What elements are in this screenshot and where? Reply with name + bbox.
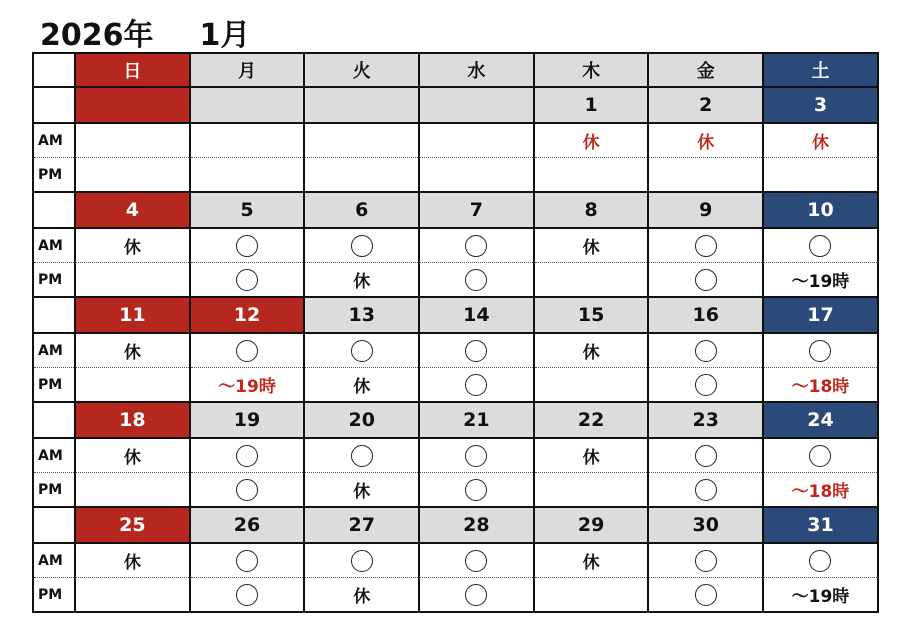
date-row-label xyxy=(33,297,75,333)
slot-status-text: 休 xyxy=(582,553,600,573)
pm-row-label: PM xyxy=(33,368,75,403)
slot-status-text: ～19時 xyxy=(791,587,850,607)
calendar-table xyxy=(32,52,879,613)
weekday-header-6: 土 xyxy=(763,53,878,87)
am-slot-cell xyxy=(75,333,190,368)
date-cell: 29 xyxy=(534,507,649,543)
week-2-pm-row xyxy=(33,263,878,298)
am-slot-cell xyxy=(304,123,419,158)
pm-slot-cell xyxy=(75,578,190,613)
am-slot-cell xyxy=(190,333,305,368)
open-slot-circle xyxy=(236,269,258,291)
am-slot-cell xyxy=(648,543,763,578)
slot-status-text: 休 xyxy=(123,343,141,363)
am-slot-cell xyxy=(534,333,649,368)
week-4-date-row xyxy=(33,402,878,438)
date-cell xyxy=(304,87,419,123)
header-corner xyxy=(33,53,75,87)
slot-status-text: 休 xyxy=(353,587,371,607)
open-slot-circle xyxy=(465,374,487,396)
am-slot-cell xyxy=(419,123,534,158)
am-slot-cell xyxy=(190,438,305,473)
weekday-header-5: 金 xyxy=(648,53,763,87)
pm-slot-cell xyxy=(648,578,763,613)
open-slot-circle xyxy=(236,550,258,572)
am-slot-cell xyxy=(75,123,190,158)
pm-slot-cell xyxy=(648,263,763,298)
calendar-body xyxy=(33,53,878,612)
am-slot-cell xyxy=(190,543,305,578)
pm-slot-cell xyxy=(419,473,534,508)
am-slot-cell xyxy=(304,438,419,473)
pm-slot-cell xyxy=(419,578,534,613)
pm-slot-cell xyxy=(75,263,190,298)
date-cell: 31 xyxy=(763,507,878,543)
open-slot-circle xyxy=(465,235,487,257)
am-slot-cell xyxy=(75,543,190,578)
open-slot-circle xyxy=(809,340,831,362)
date-cell: 27 xyxy=(304,507,419,543)
open-slot-circle xyxy=(465,584,487,606)
pm-slot-cell xyxy=(419,368,534,403)
open-slot-circle xyxy=(465,550,487,572)
open-slot-circle xyxy=(695,235,717,257)
slot-status-text: 休 xyxy=(582,343,600,363)
slot-status-text: ～18時 xyxy=(791,482,850,502)
slot-status-text: 休 xyxy=(582,133,600,153)
date-cell: 28 xyxy=(419,507,534,543)
pm-row-label: PM xyxy=(33,158,75,193)
slot-status-text: 休 xyxy=(353,482,371,502)
date-cell: 14 xyxy=(419,297,534,333)
open-slot-circle xyxy=(465,445,487,467)
am-row-label: AM xyxy=(33,543,75,578)
pm-slot-cell xyxy=(190,473,305,508)
slot-status-text: 休 xyxy=(123,553,141,573)
pm-row-label: PM xyxy=(33,263,75,298)
am-slot-cell xyxy=(304,333,419,368)
pm-slot-cell xyxy=(763,578,878,613)
date-cell: 12 xyxy=(190,297,305,333)
open-slot-circle xyxy=(236,340,258,362)
pm-slot-cell xyxy=(534,158,649,193)
am-slot-cell xyxy=(763,123,878,158)
date-cell: 4 xyxy=(75,192,190,228)
open-slot-circle xyxy=(465,269,487,291)
date-cell xyxy=(75,87,190,123)
slot-status-text: 休 xyxy=(123,238,141,258)
am-slot-cell xyxy=(190,228,305,263)
weekday-header-3: 水 xyxy=(419,53,534,87)
am-slot-cell xyxy=(648,438,763,473)
am-slot-cell xyxy=(304,228,419,263)
date-cell xyxy=(419,87,534,123)
am-row-label: AM xyxy=(33,438,75,473)
pm-slot-cell xyxy=(304,263,419,298)
week-4-am-row xyxy=(33,438,878,473)
weekday-header-0: 日 xyxy=(75,53,190,87)
weekday-header-row xyxy=(33,53,878,87)
pm-slot-cell xyxy=(534,473,649,508)
week-2-am-row xyxy=(33,228,878,263)
pm-row-label: PM xyxy=(33,578,75,613)
open-slot-circle xyxy=(236,584,258,606)
week-3-am-row xyxy=(33,333,878,368)
pm-slot-cell xyxy=(763,473,878,508)
weekday-header-1: 月 xyxy=(190,53,305,87)
pm-slot-cell xyxy=(304,473,419,508)
am-slot-cell xyxy=(763,438,878,473)
am-slot-cell xyxy=(763,228,878,263)
am-slot-cell xyxy=(534,228,649,263)
pm-slot-cell xyxy=(534,578,649,613)
week-3-date-row xyxy=(33,297,878,333)
month-label: 1月 xyxy=(199,18,251,53)
date-cell: 24 xyxy=(763,402,878,438)
date-cell: 22 xyxy=(534,402,649,438)
am-slot-cell xyxy=(763,543,878,578)
open-slot-circle xyxy=(351,445,373,467)
date-row-label xyxy=(33,87,75,123)
am-slot-cell xyxy=(648,228,763,263)
open-slot-circle xyxy=(351,235,373,257)
date-cell: 8 xyxy=(534,192,649,228)
am-slot-cell xyxy=(75,438,190,473)
slot-status-text: ～19時 xyxy=(218,377,276,397)
date-cell: 11 xyxy=(75,297,190,333)
date-cell: 7 xyxy=(419,192,534,228)
week-5-pm-row xyxy=(33,578,878,613)
am-slot-cell xyxy=(648,333,763,368)
open-slot-circle xyxy=(695,584,717,606)
open-slot-circle xyxy=(695,550,717,572)
calendar-title xyxy=(40,12,250,52)
date-cell: 21 xyxy=(419,402,534,438)
date-cell: 2 xyxy=(648,87,763,123)
date-cell: 9 xyxy=(648,192,763,228)
slot-status-text: 休 xyxy=(353,377,371,397)
pm-slot-cell xyxy=(190,158,305,193)
date-row-label xyxy=(33,507,75,543)
pm-slot-cell xyxy=(75,368,190,403)
open-slot-circle xyxy=(236,479,258,501)
pm-slot-cell xyxy=(304,158,419,193)
pm-slot-cell xyxy=(648,473,763,508)
date-cell: 15 xyxy=(534,297,649,333)
date-cell: 30 xyxy=(648,507,763,543)
pm-slot-cell xyxy=(304,578,419,613)
date-cell: 10 xyxy=(763,192,878,228)
pm-slot-cell xyxy=(763,263,878,298)
open-slot-circle xyxy=(695,445,717,467)
slot-status-text: 休 xyxy=(123,448,141,468)
pm-slot-cell xyxy=(763,158,878,193)
week-1-pm-row xyxy=(33,158,878,193)
open-slot-circle xyxy=(809,235,831,257)
pm-slot-cell xyxy=(763,368,878,403)
pm-slot-cell xyxy=(534,263,649,298)
slot-status-text: ～18時 xyxy=(791,377,850,397)
year-label: 2026年 xyxy=(40,18,154,53)
date-cell: 26 xyxy=(190,507,305,543)
date-row-label xyxy=(33,192,75,228)
pm-slot-cell xyxy=(190,263,305,298)
open-slot-circle xyxy=(809,445,831,467)
week-2-date-row xyxy=(33,192,878,228)
date-cell: 1 xyxy=(534,87,649,123)
date-cell: 13 xyxy=(304,297,419,333)
pm-slot-cell xyxy=(534,368,649,403)
slot-status-text: 休 xyxy=(582,238,600,258)
week-3-pm-row xyxy=(33,368,878,403)
slot-status-text: 休 xyxy=(697,133,715,153)
am-row-label: AM xyxy=(33,333,75,368)
open-slot-circle xyxy=(695,374,717,396)
pm-slot-cell xyxy=(190,368,305,403)
date-cell xyxy=(190,87,305,123)
am-slot-cell xyxy=(419,438,534,473)
slot-status-text: 休 xyxy=(811,133,829,153)
am-row-label: AM xyxy=(33,123,75,158)
am-slot-cell xyxy=(419,543,534,578)
pm-slot-cell xyxy=(648,158,763,193)
open-slot-circle xyxy=(695,479,717,501)
am-slot-cell xyxy=(534,543,649,578)
am-slot-cell xyxy=(534,123,649,158)
open-slot-circle xyxy=(695,269,717,291)
open-slot-circle xyxy=(695,340,717,362)
date-cell: 23 xyxy=(648,402,763,438)
week-4-pm-row xyxy=(33,473,878,508)
date-cell: 16 xyxy=(648,297,763,333)
date-cell: 20 xyxy=(304,402,419,438)
date-cell: 17 xyxy=(763,297,878,333)
open-slot-circle xyxy=(351,550,373,572)
weekday-header-4: 木 xyxy=(534,53,649,87)
date-cell: 25 xyxy=(75,507,190,543)
slot-status-text: 休 xyxy=(353,272,371,292)
date-cell: 3 xyxy=(763,87,878,123)
pm-row-label: PM xyxy=(33,473,75,508)
open-slot-circle xyxy=(236,235,258,257)
week-1-am-row xyxy=(33,123,878,158)
pm-slot-cell xyxy=(75,473,190,508)
pm-slot-cell xyxy=(304,368,419,403)
open-slot-circle xyxy=(465,340,487,362)
am-row-label: AM xyxy=(33,228,75,263)
am-slot-cell xyxy=(419,333,534,368)
am-slot-cell xyxy=(75,228,190,263)
am-slot-cell xyxy=(419,228,534,263)
date-row-label xyxy=(33,402,75,438)
pm-slot-cell xyxy=(75,158,190,193)
slot-status-text: 休 xyxy=(582,448,600,468)
am-slot-cell xyxy=(534,438,649,473)
am-slot-cell xyxy=(190,123,305,158)
pm-slot-cell xyxy=(190,578,305,613)
open-slot-circle xyxy=(809,550,831,572)
date-cell: 6 xyxy=(304,192,419,228)
slot-status-text: ～19時 xyxy=(791,272,850,292)
open-slot-circle xyxy=(236,445,258,467)
date-cell: 5 xyxy=(190,192,305,228)
week-5-date-row xyxy=(33,507,878,543)
am-slot-cell xyxy=(648,123,763,158)
pm-slot-cell xyxy=(419,263,534,298)
am-slot-cell xyxy=(763,333,878,368)
date-cell: 19 xyxy=(190,402,305,438)
date-cell: 18 xyxy=(75,402,190,438)
open-slot-circle xyxy=(465,479,487,501)
weekday-header-2: 火 xyxy=(304,53,419,87)
open-slot-circle xyxy=(351,340,373,362)
am-slot-cell xyxy=(304,543,419,578)
pm-slot-cell xyxy=(648,368,763,403)
week-5-am-row xyxy=(33,543,878,578)
week-1-date-row xyxy=(33,87,878,123)
pm-slot-cell xyxy=(419,158,534,193)
